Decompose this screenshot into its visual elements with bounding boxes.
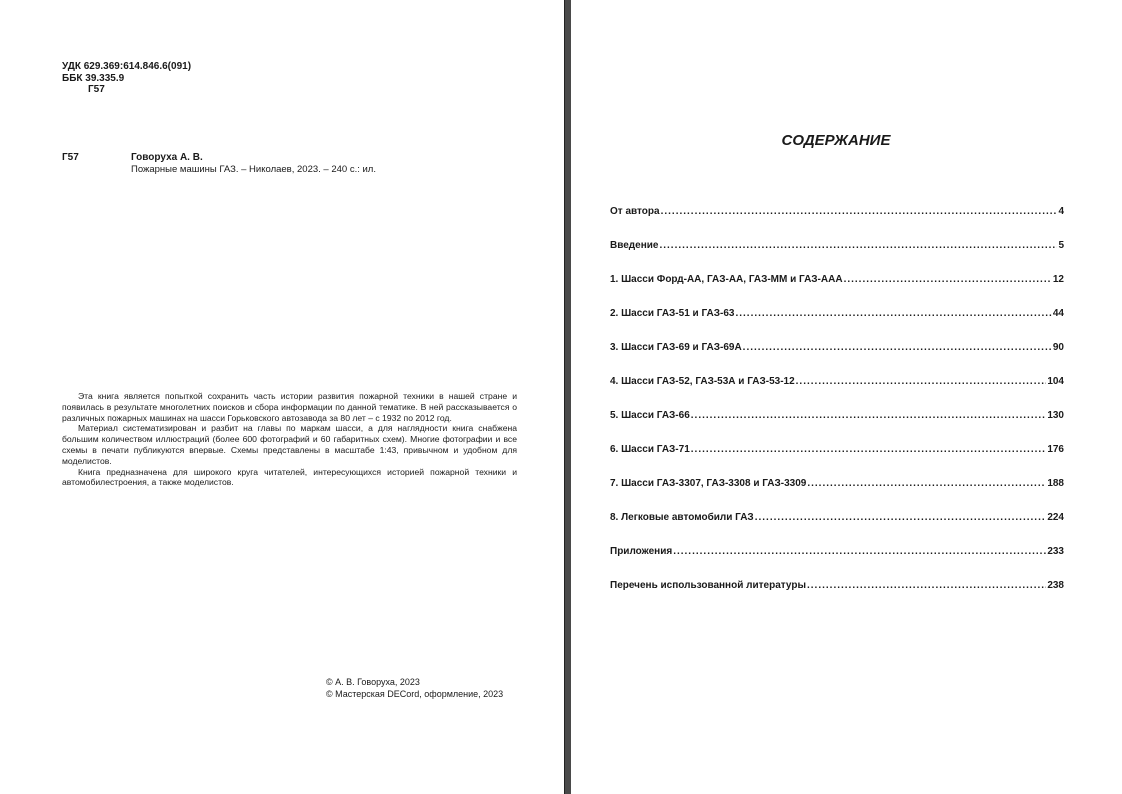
toc-entry-page: 224 [1047, 512, 1064, 523]
toc-entry-page: 5 [1058, 240, 1064, 251]
bibliographic-description: Пожарные машины ГАЗ. – Николаев, 2023. – 240 с.: ил. [131, 164, 376, 175]
toc-entry-label: 1. Шасси Форд-АА, ГАЗ-АА, ГАЗ-ММ и ГАЗ-ААА [610, 274, 843, 285]
toc-entry-page: 188 [1047, 478, 1064, 489]
classification-block [62, 61, 191, 96]
toc-leader-dots [807, 478, 1046, 489]
toc-entry [610, 342, 1064, 376]
toc-entry [610, 206, 1064, 240]
toc-entry-label: От автора [610, 206, 660, 217]
copyright-author: © А. В. Говоруха, 2023 [326, 677, 420, 687]
toc-leader-dots [735, 308, 1051, 319]
toc-entry-label: Перечень использованной литературы [610, 580, 806, 591]
abstract-paragraph: Материал систематизирован и разбит на главы по маркам шасси, а для наглядности книга снабжена большим количеством иллюстраций (более 600 фотографий и 60 габаритных схем). Многие фотографии и все схемы в печати публикуются впервые. Схемы представлены в масштабе 1:43, привычном и удобном для моделистов. [62, 423, 517, 466]
toc-leader-dots [796, 376, 1047, 387]
toc-leader-dots [659, 240, 1057, 251]
toc-entry-page: 104 [1047, 376, 1064, 387]
toc-leader-dots [807, 580, 1046, 591]
author-mark: Г57 [88, 84, 105, 95]
author-name: Говоруха А. В. [131, 152, 203, 163]
toc-entry-label: 7. Шасси ГАЗ-3307, ГАЗ-3308 и ГАЗ-3309 [610, 478, 807, 489]
toc-entry [610, 274, 1064, 308]
toc-entry-label: 6. Шасси ГАЗ-71 [610, 444, 690, 455]
toc-leader-dots [844, 274, 1052, 285]
abstract [62, 391, 517, 488]
toc-leader-dots [661, 206, 1058, 217]
contents-title: СОДЕРЖАНИЕ [781, 132, 891, 149]
toc-entry [610, 376, 1064, 410]
abstract-paragraph: Книга предназначена для широкого круга читателей, интересующихся историей пожарной техники и автомобилестроения, а также моделистов. [62, 466, 517, 488]
toc-entry-label: 2. Шасси ГАЗ-51 и ГАЗ-63 [610, 308, 735, 319]
table-of-contents [610, 206, 1064, 614]
toc-entry [610, 580, 1064, 614]
toc-entry [610, 444, 1064, 478]
toc-leader-dots [691, 410, 1047, 421]
toc-leader-dots [673, 546, 1046, 557]
toc-leader-dots [691, 444, 1047, 455]
toc-entry-label: 8. Легковые автомобили ГАЗ [610, 512, 754, 523]
toc-entry-label: Приложения [610, 546, 673, 557]
toc-entry-label: 3. Шасси ГАЗ-69 и ГАЗ-69А [610, 342, 742, 353]
toc-entry [610, 546, 1064, 580]
toc-entry [610, 308, 1064, 342]
toc-entry [610, 512, 1064, 546]
udk-code: УДК 629.369:614.846.6(091) [62, 61, 192, 72]
toc-entry-page: 238 [1047, 580, 1064, 591]
toc-leader-dots [755, 512, 1047, 523]
toc-entry [610, 478, 1064, 512]
toc-entry-page: 176 [1047, 444, 1064, 455]
toc-entry-page: 90 [1052, 342, 1064, 353]
toc-entry-page: 12 [1052, 274, 1064, 285]
toc-entry-page: 44 [1052, 308, 1064, 319]
toc-entry-page: 4 [1058, 206, 1064, 217]
toc-entry-page: 130 [1047, 410, 1064, 421]
toc-entry [610, 240, 1064, 274]
toc-leader-dots [743, 342, 1052, 353]
bbk-code: ББК 39.335.9 [62, 72, 125, 84]
abstract-paragraph: Эта книга является попыткой сохранить часть истории развития пожарной техники в нашей стране и появилась в результате многолетних поисков и сбора информации по данной тематике. В ней рассказывается о различных пожарных машинах на шасси Горьковского автозавода за 80 лет – с 1932 по 2012 год. [62, 391, 517, 423]
right-page [571, 0, 1122, 794]
toc-entry-page: 233 [1047, 546, 1064, 557]
toc-entry [610, 410, 1064, 444]
toc-entry-label: 5. Шасси ГАЗ-66 [610, 410, 690, 421]
author-code: Г57 [62, 152, 79, 163]
toc-entry-label: Введение [610, 240, 659, 251]
copyright-block [326, 677, 503, 700]
toc-entry-label: 4. Шасси ГАЗ-52, ГАЗ-53А и ГАЗ-53-12 [610, 376, 795, 387]
copyright-design: © Мастерская DECord, оформление, 2023 [326, 688, 504, 699]
